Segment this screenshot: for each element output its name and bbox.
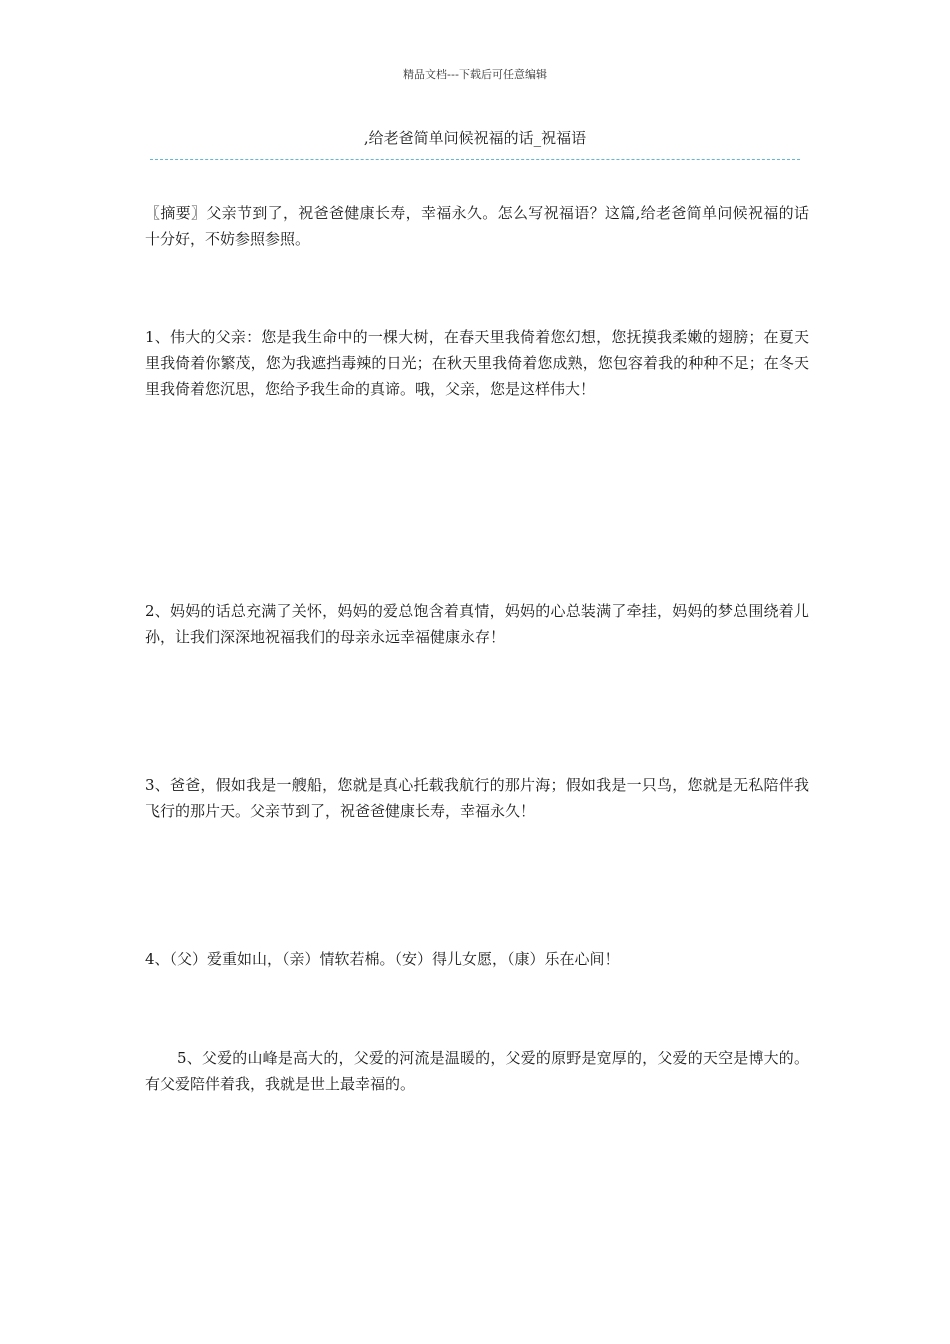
blessing-paragraph-3: 3、爸爸，假如我是一艘船，您就是真心托载我航行的那片海；假如我是一只鸟，您就是无私陪伴我飞行的那片天。父亲节到了，祝爸爸健康长寿，幸福永久！ — [145, 776, 809, 820]
document-title: ,给老爸简单问候祝福的话_祝福语 — [363, 129, 587, 147]
blessing-paragraph-2: 2、妈妈的话总充满了关怀，妈妈的爱总饱含着真情，妈妈的心总装满了牵挂，妈妈的梦总围绕着儿孙，让我们深深地祝福我们的母亲永远幸福健康永存！ — [145, 602, 809, 646]
blessing-paragraph-5: 5、父爱的山峰是高大的，父爱的河流是温暖的，父爱的原野是宽厚的，父爱的天空是博大的。有父爱陪伴着我，我就是世上最幸福的。 — [145, 1049, 809, 1093]
header-note: 精品文档---下载后可任意编辑 — [403, 68, 547, 81]
blessing-paragraph-4: 4、（父）爱重如山，（亲）情软若棉。（安）得儿女愿，（康）乐在心间！ — [145, 950, 620, 968]
title-divider — [150, 159, 800, 160]
blessing-paragraph-1: 1、伟大的父亲：您是我生命中的一棵大树，在春天里我倚着您幻想，您抚摸我柔嫩的翅膀；在夏天里我倚着你繁茂，您为我遮挡毒辣的日光；在秋天里我倚着您成熟，您包容着我的种种不足；在冬天里我倚着您沉思，您给予我生命的真谛。哦，父亲，您是这样伟大！ — [145, 328, 809, 398]
abstract-paragraph: 〖摘要〗父亲节到了，祝爸爸健康长寿，幸福永久。怎么写祝福语？这篇,给老爸简单问候祝福的话十分好，不妨参照参照。 — [145, 204, 809, 248]
